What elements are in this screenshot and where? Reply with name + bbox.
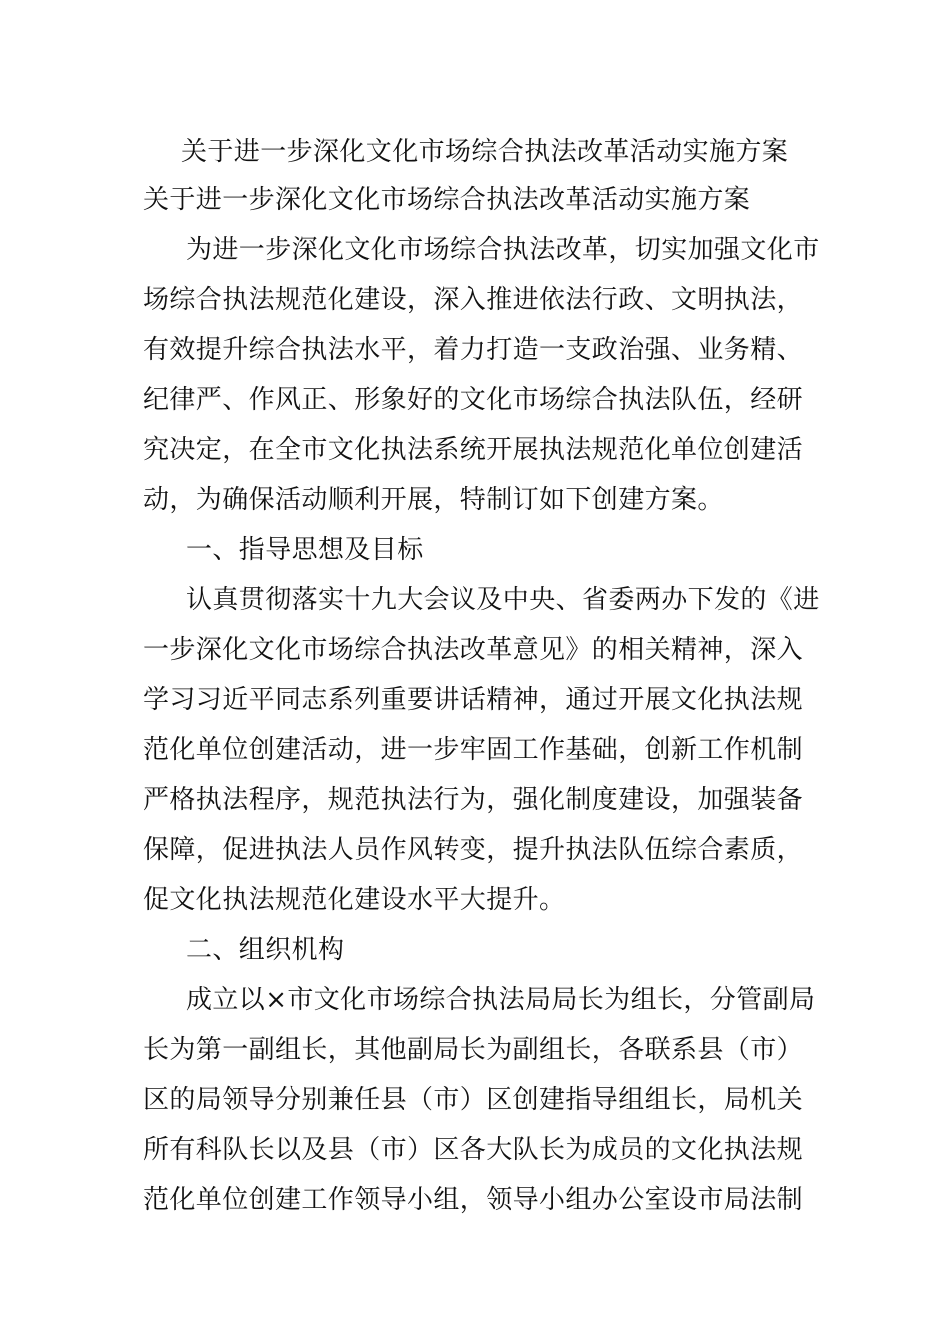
document-title: 关于进一步深化文化市场综合执法改革活动实施方案 — [181, 137, 789, 167]
paragraph-line: 保障，促进执法人员作风转变，提升执法队伍综合素质， — [143, 835, 804, 865]
paragraph-line: 为进一步深化文化市场综合执法改革，切实加强文化市 — [186, 235, 820, 265]
paragraph-line: 动，为确保活动顺利开展，特制订如下创建方案。 — [143, 485, 724, 515]
paragraph-line: 有效提升综合执法水平，着力打造一支政治强、业务精、 — [143, 335, 804, 365]
paragraph-line: 究决定，在全市文化执法系统开展执法规范化单位创建活 — [143, 435, 804, 465]
paragraph-line: 区的局领导分别兼任县（市）区创建指导组组长，局机关 — [143, 1085, 804, 1115]
paragraph-line: 成立以×市文化市场综合执法局局长为组长，分管副局 — [186, 985, 816, 1015]
paragraph-line: 范化单位创建工作领导小组，领导小组办公室设市局法制 — [143, 1185, 804, 1215]
section-heading: 一、指导思想及目标 — [186, 535, 424, 565]
paragraph-line: 认真贯彻落实十九大会议及中央、省委两办下发的《进 — [186, 585, 820, 615]
paragraph-line: 长为第一副组长，其他副局长为副组长，各联系县（市） — [143, 1035, 804, 1065]
paragraph-line: 所有科队长以及县（市）区各大队长为成员的文化执法规 — [143, 1135, 804, 1165]
paragraph-line: 促文化执法规范化建设水平大提升。 — [143, 885, 566, 915]
document-subtitle: 关于进一步深化文化市场综合执法改革活动实施方案 — [143, 185, 751, 215]
paragraph-line: 一步深化文化市场综合执法改革意见》的相关精神，深入 — [143, 635, 804, 665]
paragraph-line: 学习习近平同志系列重要讲话精神，通过开展文化执法规 — [143, 685, 804, 715]
paragraph-line: 严格执法程序，规范执法行为，强化制度建设，加强装备 — [143, 785, 804, 815]
paragraph-line: 场综合执法规范化建设，深入推进依法行政、文明执法， — [143, 285, 804, 315]
section-heading: 二、组织机构 — [186, 935, 345, 965]
paragraph-line: 范化单位创建活动，进一步牢固工作基础，创新工作机制 — [143, 735, 804, 765]
paragraph-line: 纪律严、作风正、形象好的文化市场综合执法队伍，经研 — [143, 385, 804, 415]
